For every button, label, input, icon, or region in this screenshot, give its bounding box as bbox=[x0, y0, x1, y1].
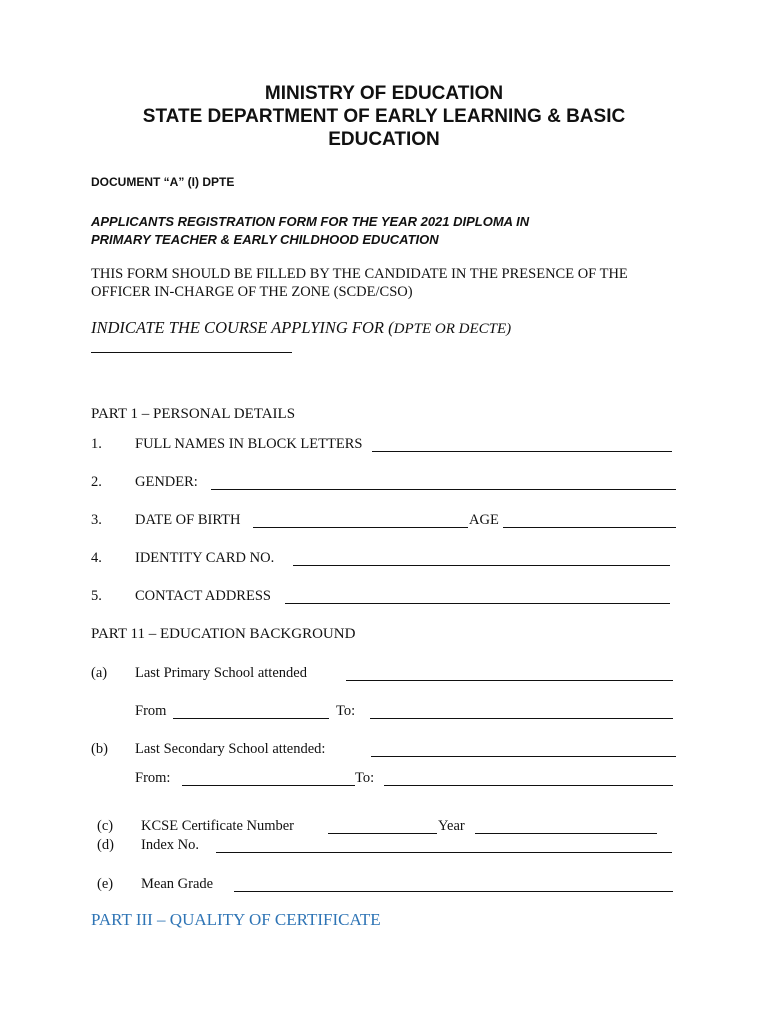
part1-heading: PART 1 – PERSONAL DETAILS bbox=[91, 406, 296, 422]
item3-number: 3. bbox=[91, 512, 102, 528]
index-no-field[interactable] bbox=[216, 838, 672, 853]
identity-card-label: IDENTITY CARD NO. bbox=[135, 550, 275, 566]
item5-number: 5. bbox=[91, 588, 102, 604]
mean-grade-label: Mean Grade bbox=[141, 876, 214, 892]
item-c-number: (c) bbox=[97, 818, 114, 834]
identity-card-field[interactable] bbox=[293, 551, 670, 566]
department-title: STATE DEPARTMENT OF EARLY LEARNING & BASIC bbox=[142, 106, 626, 127]
primary-from-label: From bbox=[135, 703, 167, 719]
kcse-certificate-field[interactable] bbox=[328, 819, 437, 834]
primary-school-label: Last Primary School attended bbox=[135, 665, 307, 681]
department-title-cont: EDUCATION bbox=[328, 129, 440, 150]
item1-number: 1. bbox=[91, 436, 102, 452]
secondary-to-field[interactable] bbox=[384, 771, 673, 786]
secondary-school-label: Last Secondary School attended: bbox=[135, 741, 326, 757]
document-reference: DOCUMENT “A” (I) DPTE bbox=[91, 175, 235, 189]
primary-to-label: To: bbox=[336, 703, 356, 719]
year-label: Year bbox=[438, 818, 465, 834]
part3-heading: PART III – QUALITY OF CERTIFICATE bbox=[91, 910, 381, 929]
item-a-number: (a) bbox=[91, 665, 108, 681]
secondary-school-field[interactable] bbox=[371, 742, 676, 757]
age-field[interactable] bbox=[503, 513, 676, 528]
primary-to-field[interactable] bbox=[370, 704, 673, 719]
item4-number: 4. bbox=[91, 550, 102, 566]
item2-number: 2. bbox=[91, 474, 102, 490]
course-options: DPTE OR DECTE) bbox=[393, 321, 512, 337]
age-label: AGE bbox=[469, 512, 499, 528]
instruction-line2: OFFICER IN-CHARGE OF THE ZONE (SCDE/CSO) bbox=[91, 284, 413, 300]
ministry-title: MINISTRY OF EDUCATION bbox=[264, 83, 504, 104]
item-d-number: (d) bbox=[97, 837, 114, 853]
course-label bbox=[91, 318, 511, 338]
contact-address-field[interactable] bbox=[285, 589, 670, 604]
gender-label: GENDER: bbox=[135, 474, 198, 490]
item-e-number: (e) bbox=[97, 876, 114, 892]
instruction-line1: THIS FORM SHOULD BE FILLED BY THE CANDIDATE IN THE PRESENCE OF THE bbox=[91, 266, 628, 282]
kcse-certificate-label: KCSE Certificate Number bbox=[141, 818, 295, 834]
course-input-line[interactable] bbox=[91, 352, 292, 353]
instruction-text bbox=[91, 265, 628, 301]
secondary-from-label: From: bbox=[135, 770, 171, 786]
item-b-number: (b) bbox=[91, 741, 108, 757]
primary-from-field[interactable] bbox=[173, 704, 329, 719]
form-subtitle bbox=[91, 213, 529, 249]
course-label-text: INDICATE THE COURSE APPLYING FOR ( bbox=[91, 318, 394, 337]
gender-field[interactable] bbox=[211, 475, 676, 490]
contact-address-label: CONTACT ADDRESS bbox=[135, 588, 271, 604]
secondary-from-field[interactable] bbox=[182, 771, 355, 786]
part2-heading: PART 11 – EDUCATION BACKGROUND bbox=[91, 626, 356, 642]
form-subtitle-line1: APPLICANTS REGISTRATION FORM FOR THE YEAR 2021 DIPLOMA IN bbox=[91, 214, 530, 229]
full-names-label: FULL NAMES IN BLOCK LETTERS bbox=[135, 436, 363, 452]
date-of-birth-label: DATE OF BIRTH bbox=[135, 512, 241, 528]
year-field[interactable] bbox=[475, 819, 657, 834]
date-of-birth-field[interactable] bbox=[253, 513, 468, 528]
form-subtitle-line2: PRIMARY TEACHER & EARLY CHILDHOOD EDUCATION bbox=[91, 232, 439, 247]
full-names-field[interactable] bbox=[372, 437, 672, 452]
secondary-to-label: To: bbox=[355, 770, 375, 786]
index-no-label: Index No. bbox=[141, 837, 199, 853]
primary-school-field[interactable] bbox=[346, 666, 673, 681]
mean-grade-field[interactable] bbox=[234, 877, 673, 892]
